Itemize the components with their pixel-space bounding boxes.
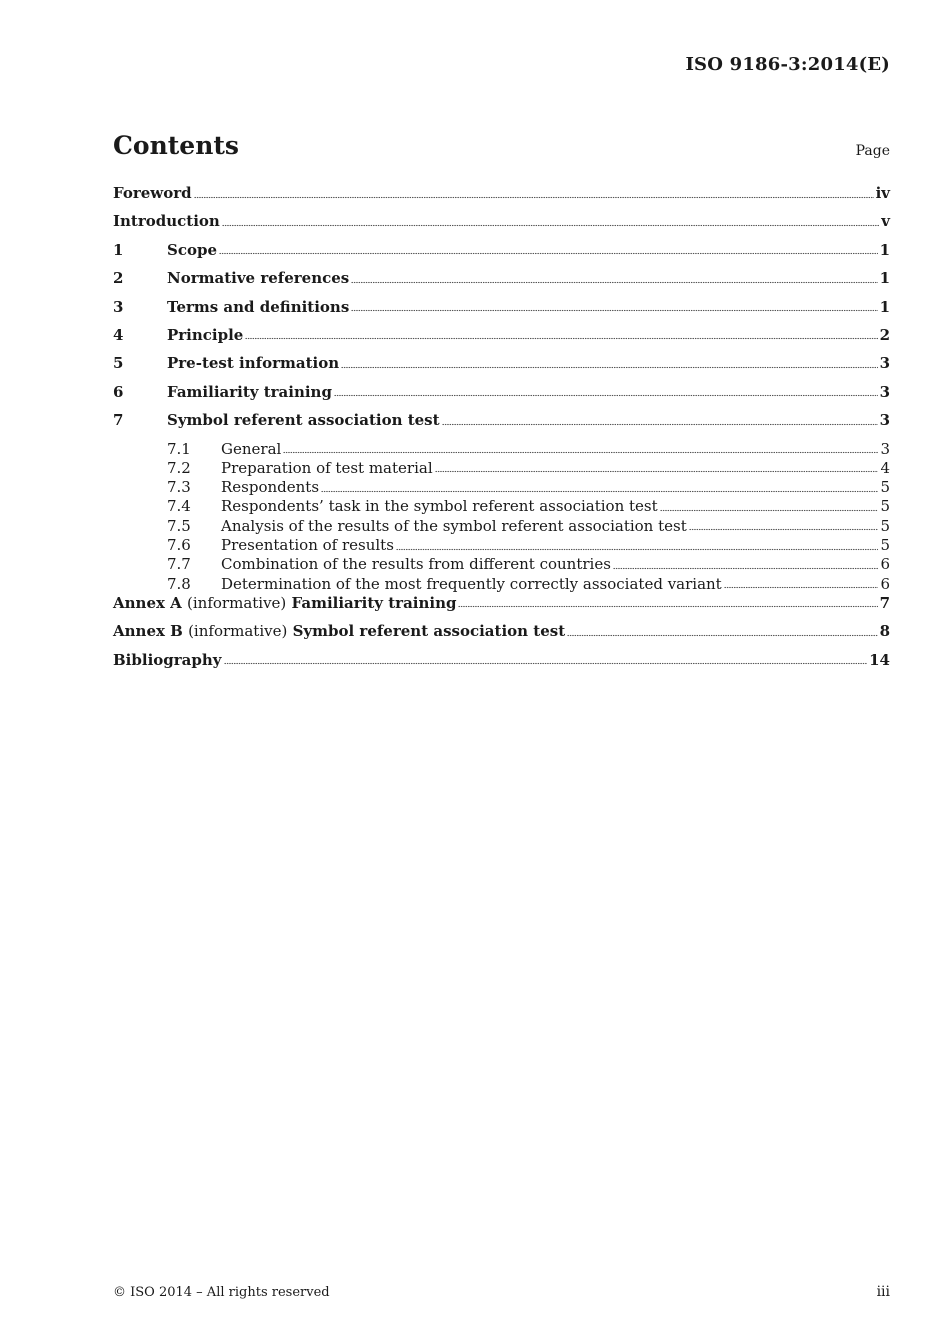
- toc-entry-page: 6: [880, 574, 890, 593]
- toc-entry-number: 7: [113, 411, 124, 430]
- toc-entry-title: [167, 383, 332, 401]
- toc-subentry[interactable]: [113, 536, 890, 555]
- toc-entry-title: [221, 536, 394, 554]
- toc-entry-title: [221, 478, 319, 496]
- toc-entry-page: 2: [879, 325, 890, 344]
- toc-entry-number: 7.5: [167, 516, 191, 535]
- toc-entry-number: 7.8: [167, 574, 191, 593]
- toc-entry-page: 14: [869, 650, 890, 669]
- toc-entry-page: 1: [879, 297, 890, 316]
- toc-entry-page: 3: [879, 382, 890, 401]
- toc-entry-text: Bibliography: [113, 650, 222, 669]
- toc-entry-page: 6: [880, 555, 890, 574]
- toc-entry[interactable]: [113, 298, 890, 326]
- toc-entry-title: [167, 326, 243, 344]
- toc-entry-title: [113, 651, 222, 669]
- toc-entry-page: 7: [879, 593, 890, 612]
- toc-entry-number: 5: [113, 354, 124, 373]
- toc-entry-text: Respondents’ task in the symbol referent association test: [221, 497, 658, 516]
- toc-entry-number: 2: [113, 269, 124, 288]
- dot-leader: [334, 394, 878, 398]
- toc-entry-page: 3: [880, 439, 890, 458]
- dot-leader: [567, 633, 877, 637]
- dot-leader: [458, 605, 877, 609]
- toc-entry[interactable]: [113, 212, 890, 240]
- toc-entry[interactable]: [113, 354, 890, 382]
- dot-leader: [660, 508, 879, 512]
- toc-entry-title: [221, 555, 611, 573]
- toc-entry-text: Determination of the most frequently correctly associated variant: [221, 574, 722, 593]
- toc-subentry[interactable]: [113, 575, 890, 594]
- toc-entry-title: [113, 594, 456, 612]
- toc-entry-text: Introduction: [113, 212, 220, 231]
- toc-entry-number: 7.4: [167, 497, 191, 516]
- contents-heading: Contents: [113, 131, 240, 160]
- toc-entry-title: [113, 622, 565, 640]
- toc-entry-title: [221, 459, 433, 477]
- dot-leader: [245, 337, 877, 341]
- toc-entry-text: Preparation of test material: [221, 458, 433, 477]
- toc-entry-number: 7.3: [167, 478, 191, 497]
- toc-entry-page: 8: [879, 622, 890, 641]
- toc-subentry[interactable]: [113, 459, 890, 478]
- toc-entry-text: General: [221, 439, 282, 458]
- dot-leader: [341, 365, 877, 369]
- dot-leader: [613, 566, 879, 570]
- toc-entry-page: v: [881, 212, 890, 231]
- toc-entry-page: 1: [879, 269, 890, 288]
- page-column-label: Page: [855, 143, 890, 159]
- toc-entry-number: 6: [113, 382, 124, 401]
- toc-entry-title: [167, 354, 339, 372]
- toc-entry-text: Normative references: [167, 269, 350, 288]
- toc-entry[interactable]: [113, 383, 890, 411]
- dot-leader: [689, 528, 879, 532]
- dot-leader: [283, 451, 878, 455]
- toc-entry[interactable]: [113, 594, 890, 622]
- dot-leader: [321, 489, 878, 493]
- toc-entry-page: 3: [879, 354, 890, 373]
- dot-leader: [194, 195, 874, 199]
- toc-subentry[interactable]: [113, 478, 890, 497]
- toc-entry-number: 7.7: [167, 555, 191, 574]
- annex-type: (informative): [188, 622, 288, 641]
- toc-entry[interactable]: [113, 651, 890, 679]
- toc-entry-title: [113, 184, 192, 202]
- toc-subentry[interactable]: [113, 555, 890, 574]
- toc-entry-text: Familiarity training: [167, 382, 332, 401]
- toc-entry-page: 4: [880, 458, 890, 477]
- dot-leader: [724, 586, 879, 590]
- dot-leader: [396, 547, 879, 551]
- toc-entry-text: Pre-test information: [167, 354, 340, 373]
- toc-entry-text: Scope: [167, 240, 218, 259]
- toc-entry-title: [167, 241, 217, 259]
- toc-entry-page: 1: [879, 240, 890, 259]
- dot-leader: [219, 252, 878, 256]
- toc-entry-number: 7.1: [167, 439, 191, 458]
- toc-entry-number: 1: [113, 240, 124, 259]
- toc-entry-page: 5: [880, 497, 890, 516]
- toc-entry-title: [113, 212, 220, 230]
- toc-entry-text: Analysis of the results of the symbol referent association test: [221, 516, 687, 535]
- dot-leader: [435, 470, 879, 474]
- annex-label: Annex B: [113, 622, 183, 641]
- toc-entry[interactable]: [113, 622, 890, 650]
- toc-subentry[interactable]: [113, 497, 890, 516]
- toc-entry-text: Foreword: [113, 184, 192, 202]
- toc-entry-text: Respondents: [221, 478, 320, 497]
- toc-entry-number: 7.6: [167, 536, 191, 554]
- toc-entry-title: [221, 440, 281, 458]
- toc-subentry[interactable]: [113, 440, 890, 459]
- toc-entry-text: Terms and definitions: [167, 297, 350, 316]
- toc-entry-page: 5: [880, 536, 890, 554]
- toc-entry-text: Combination of the results from different countries: [221, 555, 611, 574]
- dot-leader: [351, 309, 877, 313]
- toc-entry[interactable]: [113, 326, 890, 354]
- toc-entry-title: [167, 269, 349, 287]
- document-id: ISO 9186-3:2014(E): [685, 54, 890, 75]
- dot-leader: [222, 223, 879, 227]
- toc-entry-text: Principle: [167, 325, 244, 344]
- toc-entry-page: 5: [880, 478, 890, 497]
- toc-entry-number: 7.2: [167, 458, 191, 477]
- toc-entry-text: Familiarity training: [291, 593, 457, 612]
- table-of-contents: [113, 184, 890, 679]
- toc-entry-page: iv: [875, 184, 890, 202]
- toc-entry-text: Symbol referent association test: [167, 411, 440, 430]
- toc-entry-page: 5: [880, 516, 890, 535]
- toc-entry[interactable]: [113, 269, 890, 297]
- toc-entry[interactable]: [113, 411, 890, 439]
- toc-entry-title: [167, 298, 349, 316]
- toc-entry-number: 3: [113, 297, 124, 316]
- toc-entry-title: [221, 517, 687, 535]
- toc-entry[interactable]: [113, 184, 890, 212]
- toc-entry-text: Symbol referent association test: [292, 622, 566, 641]
- dot-leader: [224, 662, 868, 666]
- toc-entry-text: Presentation of results: [221, 536, 394, 554]
- annex-label: Annex A: [113, 593, 182, 612]
- toc-entry-title: [221, 575, 722, 593]
- toc-entry-page: 3: [879, 411, 890, 430]
- toc-entry-title: [221, 497, 658, 515]
- footer-page-number: iii: [876, 1284, 890, 1300]
- toc-subentry[interactable]: [113, 517, 890, 536]
- toc-entry-title: [167, 411, 440, 429]
- dot-leader: [351, 280, 877, 284]
- toc-entry[interactable]: [113, 241, 890, 269]
- dot-leader: [442, 422, 878, 426]
- footer-copyright: © ISO 2014 – All rights reserved: [113, 1285, 330, 1300]
- annex-type: (informative): [187, 593, 287, 612]
- toc-entry-number: 4: [113, 325, 124, 344]
